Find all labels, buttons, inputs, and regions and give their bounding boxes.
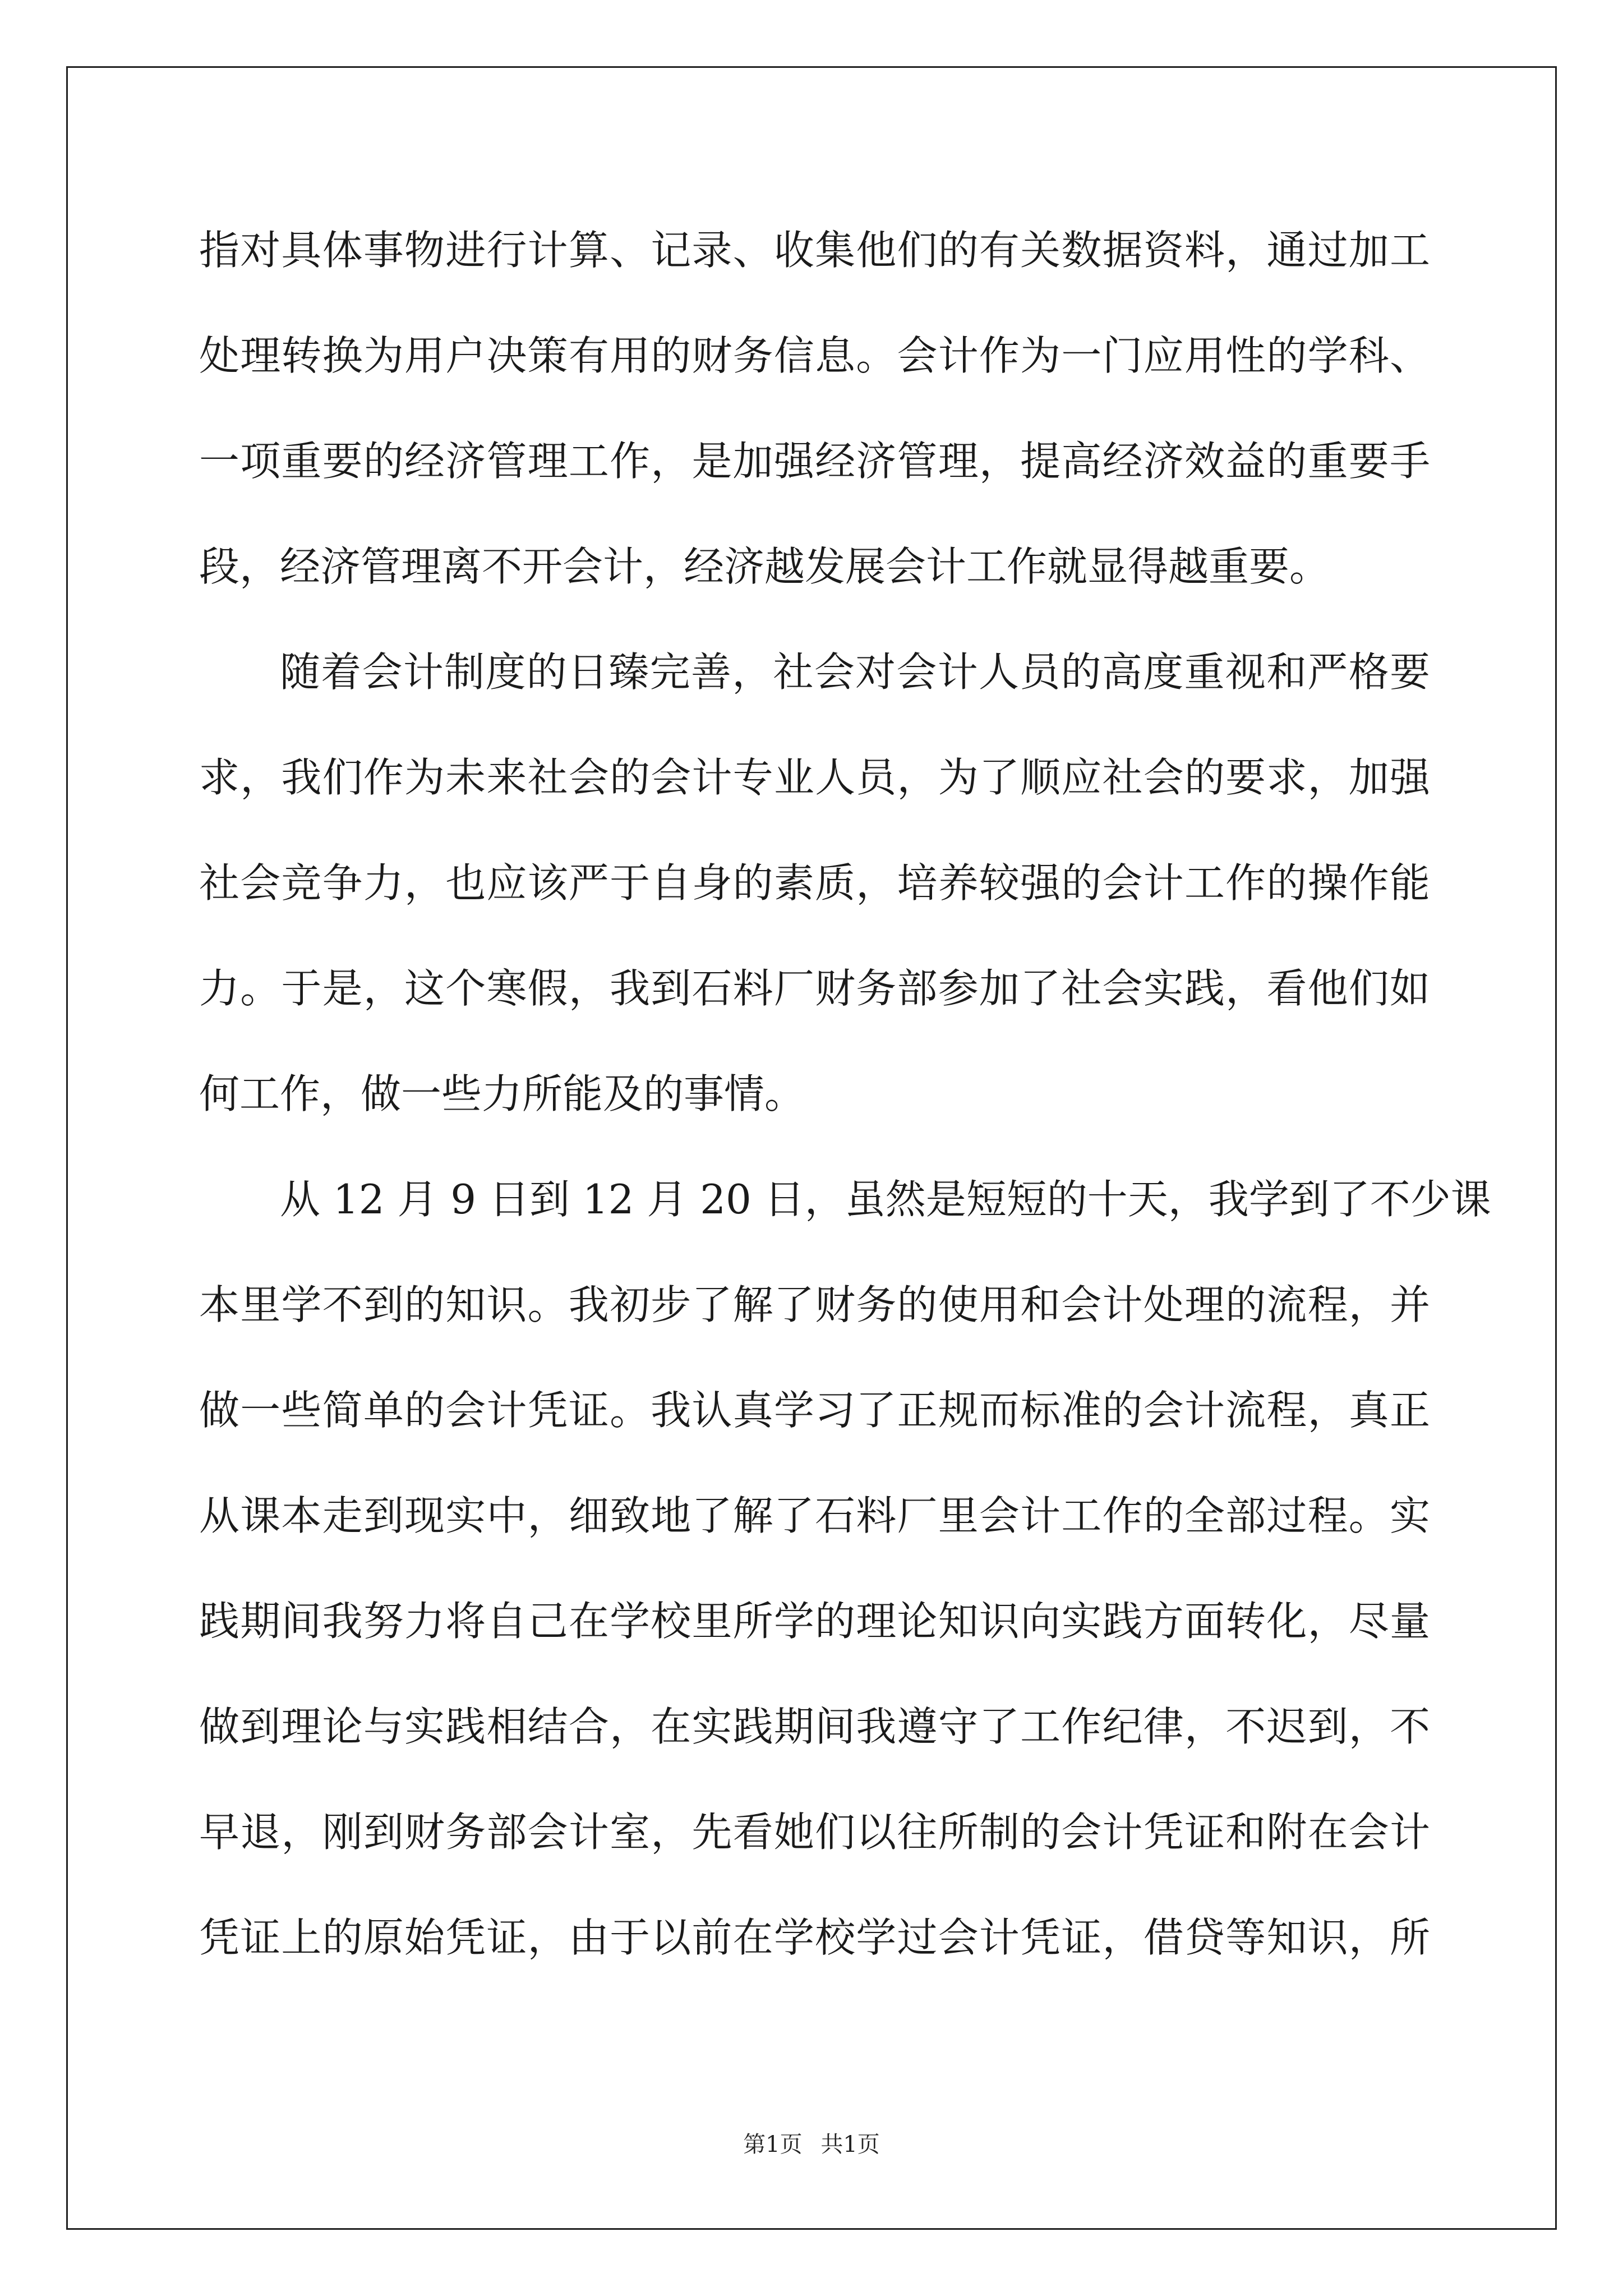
- text-line: 做到理论与实践相结合，在实践期间我遵守了工作纪律，不迟到，不: [199, 1703, 1430, 1750]
- text-line: 求，我们作为未来社会的会计专业人员，为了顺应社会的要求，加强: [199, 754, 1430, 801]
- text-line: 段，经济管理离不开会计，经济越发展会计工作就显得越重要。: [199, 543, 1330, 590]
- page-total: 共1页: [820, 2132, 880, 2157]
- document-body: [199, 197, 1491, 1990]
- text-line: 随着会计制度的日臻完善，社会对会计人员的高度重视和严格要: [280, 648, 1430, 696]
- text-line: 一项重要的经济管理工作，是加强经济管理，提高经济效益的重要手: [199, 438, 1430, 485]
- text-line: 凭证上的原始凭证，由于以前在学校学过会计凭证，借贷等知识，所: [199, 1914, 1430, 1961]
- text-line: 处理转换为用户决策有用的财务信息。会计作为一门应用性的学科、: [199, 332, 1430, 379]
- text-line: 何工作，做一些力所能及的事情。: [199, 1070, 805, 1117]
- text-line: 本里学不到的知识。我初步了解了财务的使用和会计处理的流程，并: [199, 1281, 1430, 1328]
- text-line: 指对具体事物进行计算、记录、收集他们的有关数据资料，通过加工: [199, 227, 1430, 274]
- text-line: 力。于是，这个寒假，我到石料厂财务部参加了社会实践，看他们如: [199, 965, 1430, 1012]
- text-line: 从 12 月 9 日到 12 月 20 日，虽然是短短的十天，我学到了不少课: [280, 1176, 1491, 1223]
- page-footer: [0, 2128, 1623, 2161]
- text-line: 从课本走到现实中，细致地了解了石料厂里会计工作的全部过程。实: [199, 1492, 1430, 1539]
- text-line: 早退，刚到财务部会计室，先看她们以往所制的会计凭证和附在会计: [199, 1809, 1430, 1856]
- text-line: 做一些简单的会计凭证。我认真学习了正规而标准的会计流程，真正: [199, 1387, 1430, 1434]
- text-line: 社会竞争力，也应该严于自身的素质，培养较强的会计工作的操作能: [199, 859, 1430, 907]
- text-line: 践期间我努力将自己在学校里所学的理论知识向实践方面转化，尽量: [199, 1598, 1430, 1645]
- page-number: 第1页: [743, 2132, 803, 2157]
